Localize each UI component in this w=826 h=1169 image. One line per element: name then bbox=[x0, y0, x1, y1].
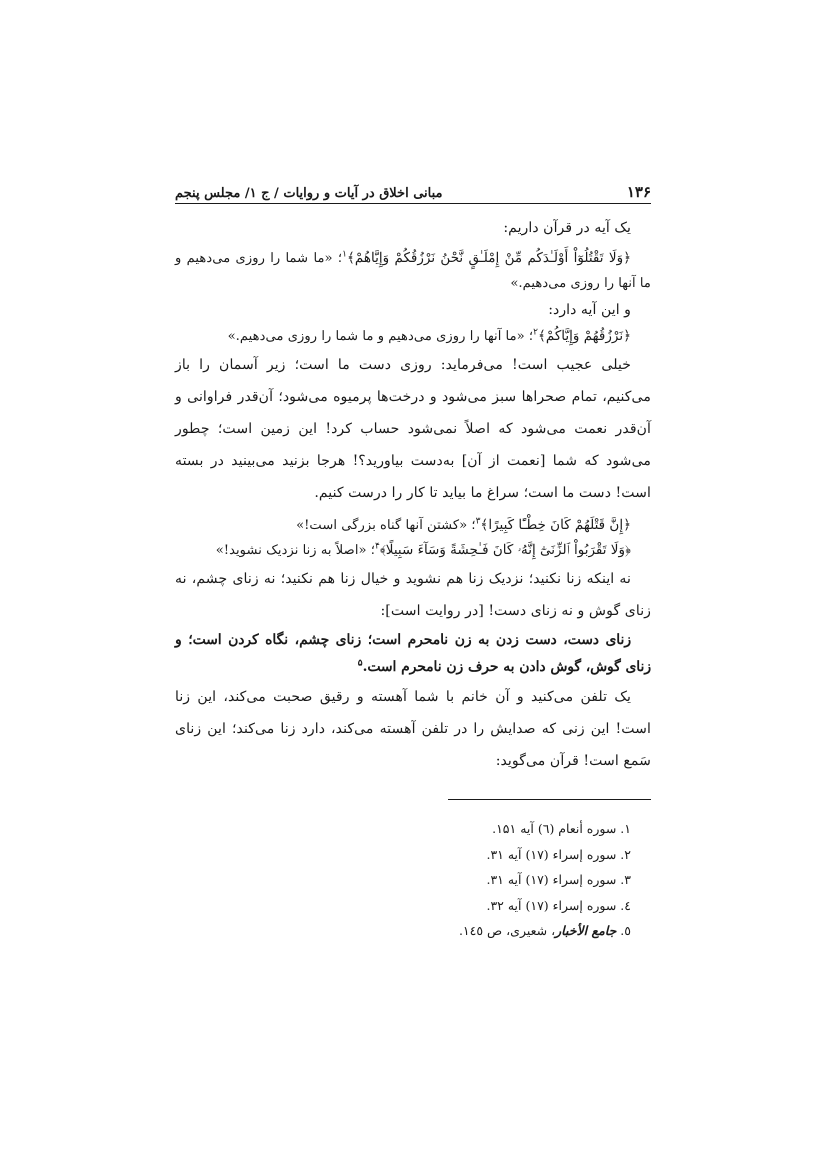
footnote-ref-4[interactable]: ۴ bbox=[374, 541, 380, 552]
footnote-1: ۱. سوره أنعام (٦) آیه ۱۵۱. bbox=[492, 821, 631, 836]
footnote-3: ۳. سوره إسراء (۱۷) آیه ۳۱. bbox=[486, 872, 631, 887]
footnote-2: ۲. سوره إسراء (۱۷) آیه ۳۱. bbox=[486, 846, 631, 862]
verse-2-translation: ؛ «ما آنها را روزی می‌دهیم و ما شما را روزی می‌دهیم.» bbox=[227, 329, 534, 344]
narration-quote: زنای دست، دست زدن به زن نامحرم است؛ زنای چشم، نگاه کردن است؛ و زنای گوش، گوش دادن به حرف زن نامحرم است.$^۵$ bbox=[175, 632, 651, 675]
verse-3-arabic: ﴿إِنَّ قَتْلَهُمْ كَانَ خِطْـًٔا كَبِيرًا﴾ bbox=[480, 517, 631, 533]
header-rule bbox=[175, 203, 651, 204]
verse-1-arabic: ﴿وَلَا تَقْتُلُوٓاْ أَوْلَـٰدَكُم مِّنْ إِمْلَـٰقٍ نَّحْنُ نَرْزُقُكُمْ وَإِيَّاهُمْ﴾ bbox=[346, 250, 631, 266]
page-number: ۱۳۶ bbox=[626, 183, 651, 201]
source-title: جامع الأخبار bbox=[555, 923, 617, 938]
footnote-5: ٥. جامع الأخبار، شعیری، ص ۱٤٥. bbox=[458, 923, 631, 938]
verse-4-translation: ؛ «اصلاً به زنا نزدیک نشوید!» bbox=[215, 543, 375, 558]
running-title: مبانی اخلاق در آیات و روایات / ج ۱/ مجلس پنجم bbox=[175, 186, 443, 201]
verse-1 bbox=[175, 246, 651, 296]
footnote-ref-2[interactable]: ۲ bbox=[533, 327, 538, 338]
body-text bbox=[175, 214, 651, 777]
verse-4-arabic: ﴿وَلَا تَقْرَبُواْ ٱلزِّنَىٰٓ إِنَّهُۥ كَانَ فَـٰحِشَةً وَسَآءَ سَبِيلًا﴾ bbox=[379, 542, 631, 558]
verse-3-translation: ؛ «کشتن آنها گناه بزرگی است!» bbox=[296, 518, 476, 533]
page-header bbox=[175, 175, 651, 201]
footnote-ref-3[interactable]: ۳ bbox=[475, 516, 481, 527]
paragraph-2: نه اینکه زنا نکنید؛ نزدیک زنا هم نشوید و خیال زنا هم نکنید؛ نه زنای چشم، نه زنای گوش و نه زنای دست! [در روایت است]: bbox=[175, 571, 651, 619]
footnote-4: ٤. سوره إسراء (۱۷) آیه ۳۲. bbox=[486, 897, 631, 913]
paragraph-1: خیلی عجیب است! می‌فرماید: روزی دست ما است؛ زیر آسمان را باز می‌کنیم، تمام صحراها سبز می‌شود و درخت‌ها پرمیوه می‌شود؛ آن‌قدر فراوانی و آن‌قدر نعمت می‌شود که اصلاً نمی‌شود حساب کرد! این زمین است؛ چطور می‌شود که شما [نعمت از آن] به‌دست بیاورید؟! هرجا بزنید می‌بینید در بسته است! دست ما است؛ سراغ ما بیاید تا کار را درست کنیم. bbox=[175, 357, 651, 501]
footnotes bbox=[175, 816, 651, 944]
intro-line-2: و این آیه دارد: bbox=[548, 302, 631, 318]
verse-2 bbox=[175, 324, 651, 349]
verse-3 bbox=[175, 513, 651, 538]
verse-1-translation: ؛ «ما شما را روزی می‌دهیم و ما آنها را روزی می‌دهیم.» bbox=[175, 251, 651, 291]
verse-2-arabic: ﴿نَرْزُقُهُمْ وَإِيَّاكُمْ﴾ bbox=[537, 328, 631, 344]
footnote-ref-1[interactable]: ۱ bbox=[342, 249, 347, 260]
intro-line: یک آیه در قرآن داریم: bbox=[503, 220, 631, 236]
footnote-ref-5[interactable]: ۵ bbox=[357, 658, 363, 669]
footnote-rule bbox=[448, 799, 651, 800]
paragraph-3: یک تلفن می‌کنید و آن خانم با شما آهسته و رقیق صحبت می‌کند، این زنا است! این زنی که صدایش را در تلفن آهسته می‌کند، دارد زنا می‌کند؛ این زنای سَمع است! قرآن می‌گوید: bbox=[175, 689, 651, 769]
verse-4 bbox=[175, 538, 651, 563]
